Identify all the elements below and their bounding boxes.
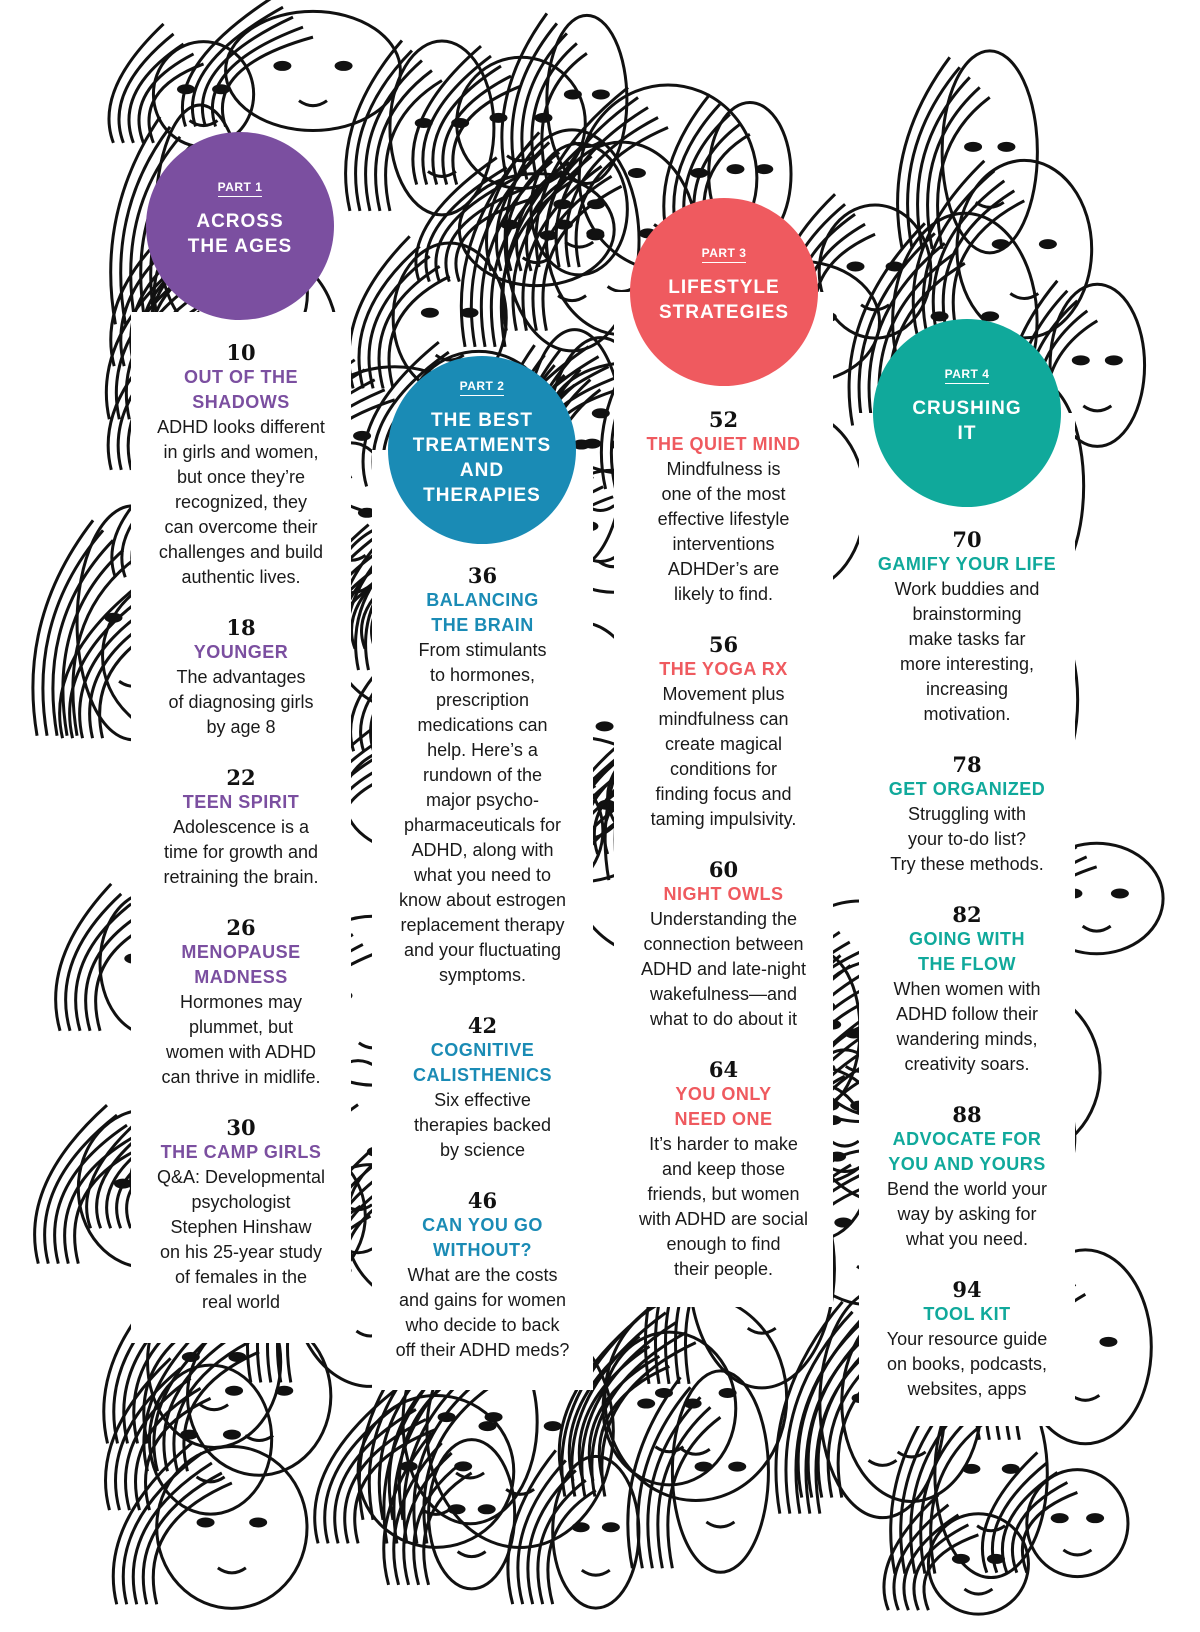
eye bbox=[596, 721, 614, 731]
article-title: ADVOCATE FOR YOU AND YOURS bbox=[888, 1129, 1046, 1174]
part-title: THE BEST TREATMENTS AND THERAPIES bbox=[412, 409, 552, 506]
page-number: 52 bbox=[708, 407, 739, 432]
mouth bbox=[458, 1552, 486, 1557]
page-number: 18 bbox=[226, 615, 256, 640]
page-number: 30 bbox=[226, 1115, 256, 1140]
eye bbox=[719, 1388, 737, 1398]
mouth bbox=[1071, 1395, 1099, 1400]
page-number: 10 bbox=[226, 340, 256, 365]
page-number: 22 bbox=[226, 765, 256, 790]
article-description: When women with ADHD follow their wandering minds, creativity soars. bbox=[893, 979, 1041, 1074]
mouth bbox=[1083, 406, 1111, 411]
article-description: Bend the world your way by asking for what you need. bbox=[886, 1179, 1048, 1249]
page-number: 70 bbox=[952, 527, 982, 552]
eye bbox=[1105, 355, 1123, 365]
article-description: Your resource guide on books, podcasts, websites, apps bbox=[886, 1329, 1048, 1399]
toc-entry[interactable] bbox=[614, 632, 833, 832]
page-number: 94 bbox=[952, 1277, 982, 1302]
mouth bbox=[706, 1522, 734, 1527]
page-number: 26 bbox=[226, 915, 256, 940]
part-title: LIFESTYLE STRATEGIES bbox=[659, 276, 789, 323]
article-description: Movement plus mindfulness can create magical conditions for finding focus and taming impulsivity. bbox=[650, 684, 797, 829]
mouth bbox=[428, 171, 456, 176]
toc-entry[interactable] bbox=[131, 915, 351, 1090]
article-title: COGNITIVE CALISTHENICS bbox=[412, 1040, 552, 1085]
mouth bbox=[582, 1570, 610, 1575]
part-4-badge bbox=[873, 319, 1061, 507]
eye bbox=[275, 1386, 293, 1396]
toc-entry[interactable] bbox=[859, 902, 1075, 1077]
article-description: Six effective therapies backed by science bbox=[413, 1090, 552, 1160]
article-description: From stimulants to hormones, prescription medications can help. Here’s a rundown of the major psycho- pharmaceuticals for ADHD, along with what you need to know about estrogen replacement therapy and your fluctuating symptoms. bbox=[398, 640, 567, 985]
article-description: Understanding the connection between ADHD and late-night wakefulness—and what to do about it bbox=[640, 909, 807, 1029]
hair-line bbox=[129, 44, 184, 143]
toc-entry[interactable] bbox=[614, 857, 833, 1032]
mouth bbox=[964, 1589, 992, 1594]
face-outline bbox=[226, 11, 401, 130]
article-title: THE CAMP GIRLS bbox=[160, 1142, 322, 1162]
article-description: Hormones may plummet, but women with ADHD can thrive in midlife. bbox=[161, 992, 321, 1087]
article-title: YOU ONLY NEED ONE bbox=[674, 1084, 773, 1129]
article-title: MENOPAUSE MADNESS bbox=[181, 942, 301, 987]
toc-entry[interactable] bbox=[859, 752, 1075, 877]
eye bbox=[586, 228, 604, 238]
page-number: 46 bbox=[467, 1188, 498, 1213]
eye bbox=[249, 1517, 267, 1527]
part-label: PART 1 bbox=[218, 180, 263, 197]
article-title: GOING WITH THE FLOW bbox=[909, 929, 1025, 974]
eye bbox=[1086, 1513, 1104, 1523]
toc-entry[interactable] bbox=[372, 1013, 593, 1163]
page-number: 60 bbox=[708, 857, 739, 882]
part-title: ACROSS THE AGES bbox=[187, 210, 293, 257]
eye bbox=[335, 61, 353, 71]
toc-entry[interactable] bbox=[131, 765, 351, 890]
face-outline bbox=[672, 1371, 768, 1572]
eye bbox=[564, 89, 582, 99]
article-description: What are the costs and gains for women who decide to back off their ADHD meds? bbox=[395, 1265, 570, 1360]
eye bbox=[1002, 1464, 1020, 1474]
toc-entry[interactable] bbox=[859, 1102, 1075, 1252]
mouth bbox=[565, 242, 593, 247]
eye bbox=[421, 308, 439, 318]
eye bbox=[997, 142, 1015, 152]
eye bbox=[225, 1386, 243, 1396]
face-outline bbox=[605, 1295, 787, 1500]
hair-line bbox=[56, 884, 112, 1031]
eye bbox=[448, 1504, 466, 1514]
toc-entry[interactable] bbox=[372, 1188, 593, 1363]
part-label: PART 3 bbox=[702, 246, 747, 263]
eye bbox=[478, 1504, 496, 1514]
eye bbox=[755, 164, 773, 174]
part-title: CRUSHING IT bbox=[912, 397, 1022, 444]
eye bbox=[726, 164, 744, 174]
eye bbox=[460, 308, 478, 318]
eye bbox=[454, 1461, 472, 1471]
eye bbox=[400, 1461, 418, 1471]
eye bbox=[1051, 1513, 1069, 1523]
part-2-badge bbox=[388, 356, 576, 544]
mouth bbox=[977, 1526, 1005, 1531]
part-label: PART 2 bbox=[460, 379, 505, 396]
mouth bbox=[831, 1141, 859, 1146]
article-title: YOUNGER bbox=[193, 642, 289, 662]
eye bbox=[223, 1430, 241, 1440]
eye bbox=[544, 1421, 562, 1431]
eye bbox=[1039, 239, 1057, 249]
toc-entry[interactable] bbox=[614, 1057, 833, 1282]
article-description: Adolescence is a time for growth and retraining the brain. bbox=[163, 817, 319, 887]
article-description: Struggling with your to-do list? Try these methods. bbox=[890, 804, 1044, 874]
article-title: CAN YOU GO WITHOUT? bbox=[422, 1215, 543, 1260]
page-number: 82 bbox=[952, 902, 982, 927]
article-description: ADHD looks different in girls and women, but once they’re recognized, they can overcome their challenges and build authentic lives. bbox=[157, 417, 325, 587]
eye bbox=[728, 1462, 746, 1472]
eye bbox=[637, 1399, 655, 1409]
page-number: 88 bbox=[952, 1102, 982, 1127]
eye bbox=[655, 1388, 673, 1398]
article-description: Q&A: Developmental psychologist Stephen Hinshaw on his 25-year study of females in the real world bbox=[156, 1167, 326, 1312]
page-number: 64 bbox=[708, 1057, 739, 1082]
toc-entry[interactable] bbox=[131, 1115, 351, 1315]
mouth bbox=[218, 1568, 246, 1573]
page-number: 42 bbox=[467, 1013, 498, 1038]
article-title: TEEN SPIRIT bbox=[182, 792, 300, 812]
eye bbox=[1072, 355, 1090, 365]
article-title: OUT OF THE SHADOWS bbox=[184, 367, 298, 412]
mouth bbox=[1083, 926, 1111, 931]
eye bbox=[602, 1522, 620, 1532]
article-title: THE QUIET MIND bbox=[646, 434, 801, 454]
part-label: PART 4 bbox=[945, 367, 990, 384]
hair-line bbox=[414, 1463, 462, 1585]
eye bbox=[847, 262, 865, 272]
toc-entry[interactable] bbox=[131, 615, 351, 740]
toc-entry[interactable] bbox=[372, 563, 593, 988]
toc-entry[interactable] bbox=[614, 407, 833, 607]
mouth bbox=[655, 1447, 683, 1452]
eye bbox=[353, 431, 371, 441]
eye bbox=[987, 1554, 1005, 1564]
article-title: NIGHT OWLS bbox=[663, 884, 784, 904]
article-title: THE YOGA RX bbox=[659, 659, 788, 679]
article-title: TOOL KIT bbox=[923, 1304, 1011, 1324]
article-description: Work buddies and brainstorming make tasks far more interesting, increasing motivation. bbox=[894, 579, 1040, 724]
eye bbox=[1099, 1337, 1117, 1347]
mouth bbox=[1063, 1550, 1091, 1555]
article-description: The advantages of diagnosing girls by age 8 bbox=[168, 667, 314, 737]
part-1-badge bbox=[146, 132, 334, 320]
toc-entry[interactable] bbox=[131, 340, 351, 590]
article-title: BALANCING THE BRAIN bbox=[426, 590, 539, 635]
toc-entry[interactable] bbox=[859, 1277, 1075, 1402]
eye bbox=[592, 89, 610, 99]
article-title: GET ORGANIZED bbox=[888, 779, 1046, 799]
part-3-badge bbox=[630, 198, 818, 386]
page-number: 78 bbox=[952, 752, 982, 777]
article-description: Mindfulness is one of the most effective lifestyle interventions ADHDer’s are likely to find. bbox=[657, 459, 790, 604]
eye bbox=[695, 1462, 713, 1472]
mouth bbox=[299, 101, 327, 106]
toc-entry[interactable] bbox=[859, 527, 1075, 727]
hair-line bbox=[192, 7, 283, 126]
page-number: 36 bbox=[467, 563, 498, 588]
article-description: It’s harder to make and keep those friends, but women with ADHD are social enough to find their people. bbox=[638, 1134, 809, 1279]
article-title: GAMIFY YOUR LIFE bbox=[877, 554, 1057, 574]
mouth bbox=[869, 1460, 897, 1465]
eye bbox=[964, 142, 982, 152]
eye bbox=[834, 1218, 852, 1228]
eye bbox=[1111, 888, 1129, 898]
page-number: 56 bbox=[708, 632, 739, 657]
eye bbox=[628, 168, 646, 178]
eye bbox=[273, 61, 291, 71]
mouth bbox=[898, 1452, 926, 1457]
eye bbox=[197, 1517, 215, 1527]
mouth bbox=[200, 1405, 228, 1410]
eye bbox=[952, 1554, 970, 1564]
